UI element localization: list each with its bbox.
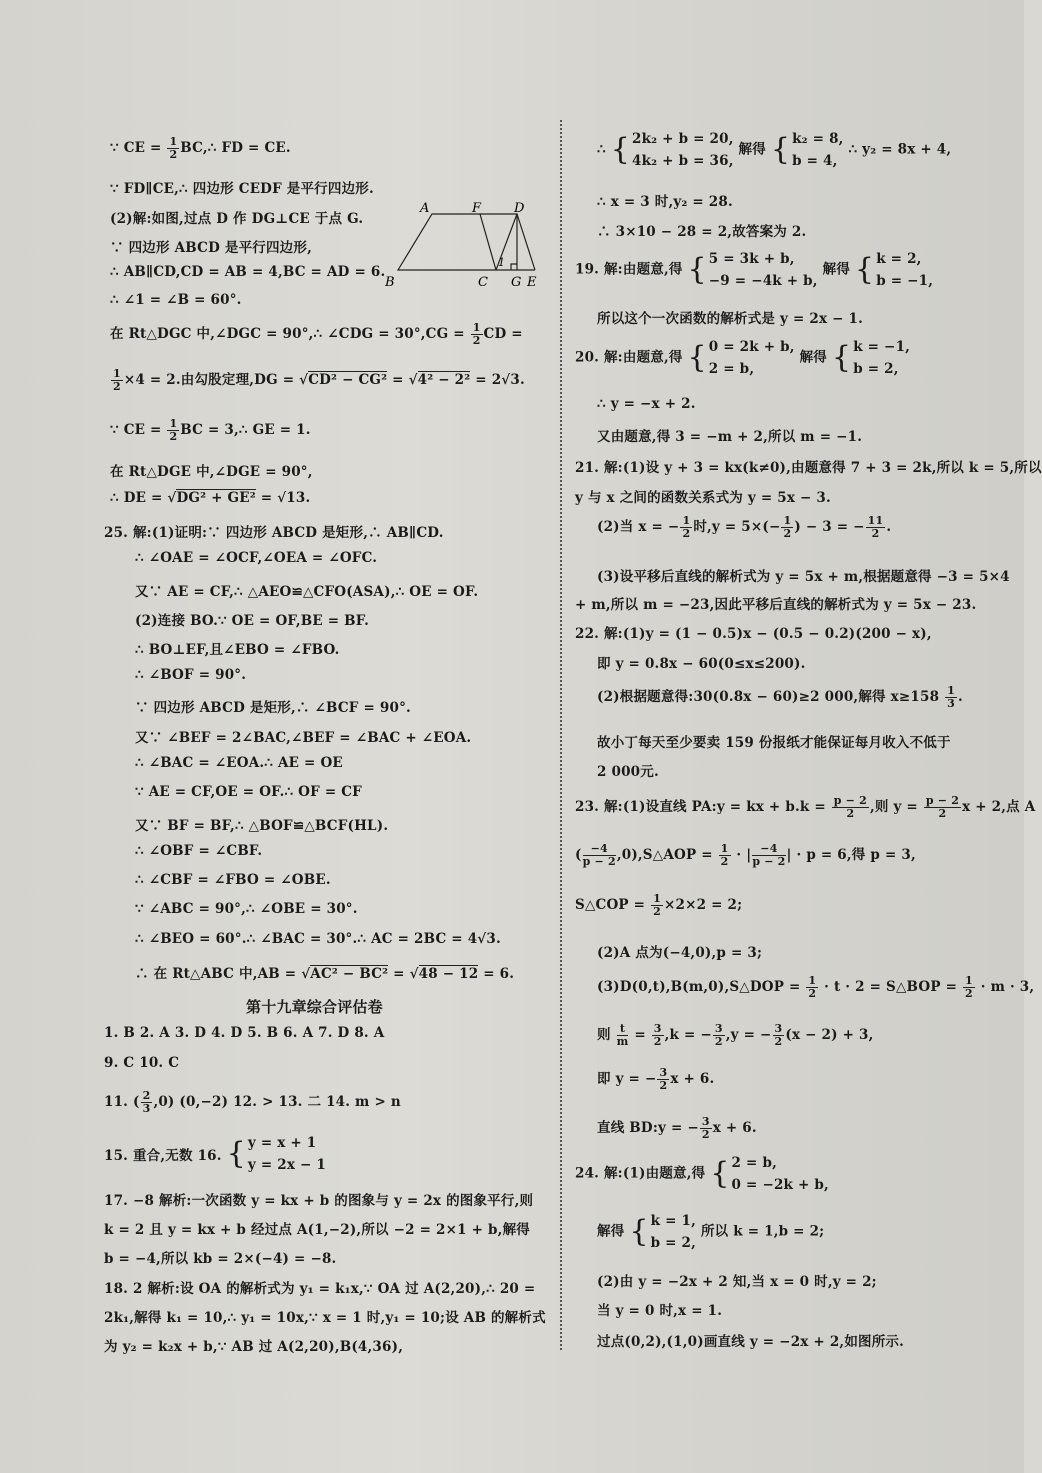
text-line: ∴ AB∥CD,CD = AB = 4,BC = AD = 6. bbox=[110, 264, 386, 280]
text-line: ∵ CE = $\frac{1}{2}$ BC,∴ FD = CE. bbox=[110, 135, 291, 161]
text-line: 25. 解:(1)证明:∵ 四边形 ABCD 是矩形,∴ AB∥CD. bbox=[104, 525, 444, 541]
text-line: $\frac{1}{2}$ ×4 = 2.由勾股定理,DG = √CD² − CG² = √4² − 2² = 2√3. bbox=[113, 367, 525, 393]
answer-line: 18. 2 解析:设 OA 的解析式为 y₁ = k₁x,∵ OA 过 A(2,20),∴ 20 = bbox=[104, 1281, 536, 1297]
answer-line: 2k₁,解得 k₁ = 10,∴ y₁ = 10x,∵ x = 1 时,y₁ = 10;设 AB 的解析式 bbox=[104, 1310, 546, 1326]
text-line: 故小丁每天至少要卖 159 份报纸才能保证每月收入不低于 bbox=[597, 735, 951, 751]
chapter-title: 第十九章综合评估卷 bbox=[246, 998, 383, 1016]
text-line: 过点(0,2),(1,0)画直线 y = −2x + 2,如图所示. bbox=[597, 1334, 905, 1350]
label-F: F bbox=[472, 201, 482, 216]
text-line: (2)A 点为(−4,0),p = 3; bbox=[597, 945, 763, 961]
text-line: 即 y = − $\frac{3}{2}$ x + 6. bbox=[597, 1066, 715, 1092]
column-divider bbox=[560, 120, 562, 1350]
fraction: $\frac{1}{2}$ bbox=[169, 135, 178, 161]
label-E: E bbox=[527, 275, 537, 290]
text-line: (3)设平移后直线的解析式为 y = 5x + m,根据题意得 −3 = 5×4 bbox=[597, 569, 1010, 585]
answer-line: k = 2 且 y = kx + b 经过点 A(1,−2),所以 −2 = 2×1 + b,解得 bbox=[104, 1222, 530, 1238]
text-line: ∵ CE = $\frac{1}{2}$ BC = 3,∴ GE = 1. bbox=[110, 417, 311, 443]
text-line: ∵ AE = CF,OE = OF.∴ OF = CF bbox=[135, 784, 362, 800]
text-line: ∵ 四边形 ABCD 是矩形,∴ ∠BCF = 90°. bbox=[135, 700, 411, 716]
text-line: 24. 解:(1)由题意,得 { 2 = b, 0 = −2k + b, bbox=[575, 1155, 829, 1193]
text-line: 20. 解:由题意,得 { 0 = 2k + b, 2 = b, 解得 { k = −1, b = 2, bbox=[575, 339, 911, 377]
label-A: A bbox=[420, 201, 430, 216]
text-line: ∴ BO⊥EF,且∠EBO = ∠FBO. bbox=[135, 642, 340, 658]
text-line: 19. 解:由题意,得 { 5 = 3k + b, −9 = −4k + b, 解得 { k = 2, b = −1, bbox=[575, 251, 934, 289]
label-B: B bbox=[385, 275, 395, 290]
text-line: 在 Rt△DGC 中,∠DGC = 90°,∴ ∠CDG = 30°,CG = $\frac{1}{2}$ CD = bbox=[110, 321, 523, 347]
text-line: S△COP = $\frac{1}{2}$ ×2×2 = 2; bbox=[575, 892, 743, 918]
text-line: (2)当 x = − $\frac{1}{2}$ 时,y = 5×(− $\frac{1}{2}$ ) − 3 = − $\frac{11}{2}$ . bbox=[597, 514, 892, 540]
label-C: C bbox=[478, 275, 488, 290]
label-1: 1 bbox=[498, 256, 505, 269]
text-line: 23. 解:(1)设直线 PA:y = kx + b.k = $\frac{p - 2}{2}$ ,则 y = $\frac{p - 2}{2}$ x + 2,点 A bbox=[575, 794, 1036, 820]
text-line: ∴ 3×10 − 28 = 2,故答案为 2. bbox=[597, 224, 807, 240]
text-line: ∴ ∠BEO = 60°.∴ ∠BAC = 30°.∴ AC = 2BC = 4√3. bbox=[135, 931, 501, 947]
text-line: ∵ 四边形 ABCD 是平行四边形, bbox=[110, 240, 312, 256]
text-line: (2)根据题意得:30(0.8x − 60)≥2 000,解得 x≥158 $\frac{1}{3}$ . bbox=[597, 684, 963, 710]
answer-line: 11. ( $\frac{2}{3}$ ,0) (0,−2) 12. > 13. 二 14. m > n bbox=[104, 1089, 401, 1115]
text-line: + m,所以 m = −23,因此平移后直线的解析式为 y = 5x − 23. bbox=[575, 597, 977, 613]
text-line: ∴ DE = √DG² + GE² = √13. bbox=[110, 490, 311, 506]
text-line: (2)解:如图,过点 D 作 DG⊥CE 于点 G. bbox=[110, 211, 364, 227]
text-line: ∴ ∠OAE = ∠OCF,∠OEA = ∠OFC. bbox=[135, 550, 378, 566]
text-line: 又∵ AE = CF,∴ △AEO≌△CFO(ASA),∴ OE = OF. bbox=[135, 584, 479, 600]
text-line: ∴ ∠1 = ∠B = 60°. bbox=[110, 292, 242, 308]
label-G: G bbox=[511, 275, 522, 290]
text-line: ∴ ∠CBF = ∠FBO = ∠OBE. bbox=[135, 872, 331, 888]
text-line: 解得 { k = 1, b = 2, 所以 k = 1,b = 2; bbox=[597, 1213, 825, 1251]
text-line: ∴ 在 Rt△ABC 中,AB = √AC² − BC² = √48 − 12 = 6. bbox=[135, 966, 515, 982]
parallelogram-figure bbox=[380, 200, 550, 295]
text-line: 所以这个一次函数的解析式是 y = 2x − 1. bbox=[597, 311, 864, 327]
text-line: 2 000元. bbox=[597, 764, 659, 780]
text-line: 又∵ BF = BF,∴ △BOF≌△BCF(HL). bbox=[135, 818, 389, 834]
text-line: (2)连接 BO.∵ OE = OF,BE = BF. bbox=[135, 613, 370, 629]
answer-line: b = −4,所以 kb = 2×(−4) = −8. bbox=[104, 1251, 337, 1267]
text-line: 22. 解:(1)y = (1 − 0.5)x − (0.5 − 0.2)(200 − x), bbox=[575, 626, 932, 642]
text-line: y 与 x 之间的函数关系式为 y = 5x − 3. bbox=[575, 490, 831, 506]
text-line: ( $\frac{-4}{p - 2}$ ,0),S△AOP = $\frac{1}{2}$ · | $\frac{-4}{p - 2}$ | · p = 6,得 p = 3, bbox=[575, 842, 916, 868]
answer-line: 为 y₂ = k₂x + b,∵ AB 过 A(2,20),B(4,36), bbox=[104, 1339, 404, 1355]
text-line: ∴ { 2k₂ + b = 20, 4k₂ + b = 36, 解得 { k₂ = 8, b = 4, ∴ y₂ = 8x + 4, bbox=[597, 131, 952, 169]
text-line: ∴ x = 3 时,y₂ = 28. bbox=[597, 194, 733, 210]
text-line: 则 $\frac{t}{m}$ = $\frac{3}{2}$ ,k = − $\frac{3}{2}$ ,y = − $\frac{3}{2}$ (x − 2) + 3, bbox=[597, 1022, 874, 1048]
text-line: 当 y = 0 时,x = 1. bbox=[597, 1303, 723, 1319]
text-line: ∴ ∠BAC = ∠EOA.∴ AE = OE bbox=[135, 755, 343, 771]
text-line: 直线 BD:y = − $\frac{3}{2}$ x + 6. bbox=[597, 1115, 757, 1141]
text-line: ∴ ∠OBF = ∠CBF. bbox=[135, 843, 263, 859]
text-line: ∴ ∠BOF = 90°. bbox=[135, 667, 247, 683]
text-line: 21. 解:(1)设 y + 3 = kx(k≠0),由题意得 7 + 3 = 2k,所以 k = 5,所以 bbox=[575, 460, 1042, 476]
text-line: ∵ ∠ABC = 90°,∴ ∠OBE = 30°. bbox=[135, 901, 358, 917]
answer-line: 17. −8 解析:一次函数 y = kx + b 的图象与 y = 2x 的图象平行,则 bbox=[104, 1193, 534, 1209]
text-line: 又∵ ∠BEF = 2∠BAC,∠BEF = ∠BAC + ∠EOA. bbox=[135, 730, 472, 746]
text-line: (2)由 y = −2x + 2 知,当 x = 0 时,y = 2; bbox=[597, 1274, 877, 1290]
answer-line: 15. 重合,无数 16. { y = x + 1 y = 2x − 1 bbox=[104, 1135, 326, 1173]
label-D: D bbox=[514, 201, 525, 216]
text-line: 在 Rt△DGE 中,∠DGE = 90°, bbox=[110, 464, 313, 480]
text-line: ∵ FD∥CE,∴ 四边形 CEDF 是平行四边形. bbox=[110, 181, 374, 197]
text-line: 即 y = 0.8x − 60(0≤x≤200). bbox=[597, 656, 806, 672]
text-line: ∴ y = −x + 2. bbox=[597, 396, 696, 412]
text-line: 又由题意,得 3 = −m + 2,所以 m = −1. bbox=[597, 429, 863, 445]
text-line: (3)D(0,t),B(m,0),S△DOP = $\frac{1}{2}$ · t · 2 = S△BOP = $\frac{1}{2}$ · m · 3, bbox=[597, 974, 1035, 1000]
answer-line: 1. B 2. A 3. D 4. D 5. B 6. A 7. D 8. A bbox=[104, 1025, 385, 1041]
answer-line: 9. C 10. C bbox=[104, 1055, 180, 1071]
